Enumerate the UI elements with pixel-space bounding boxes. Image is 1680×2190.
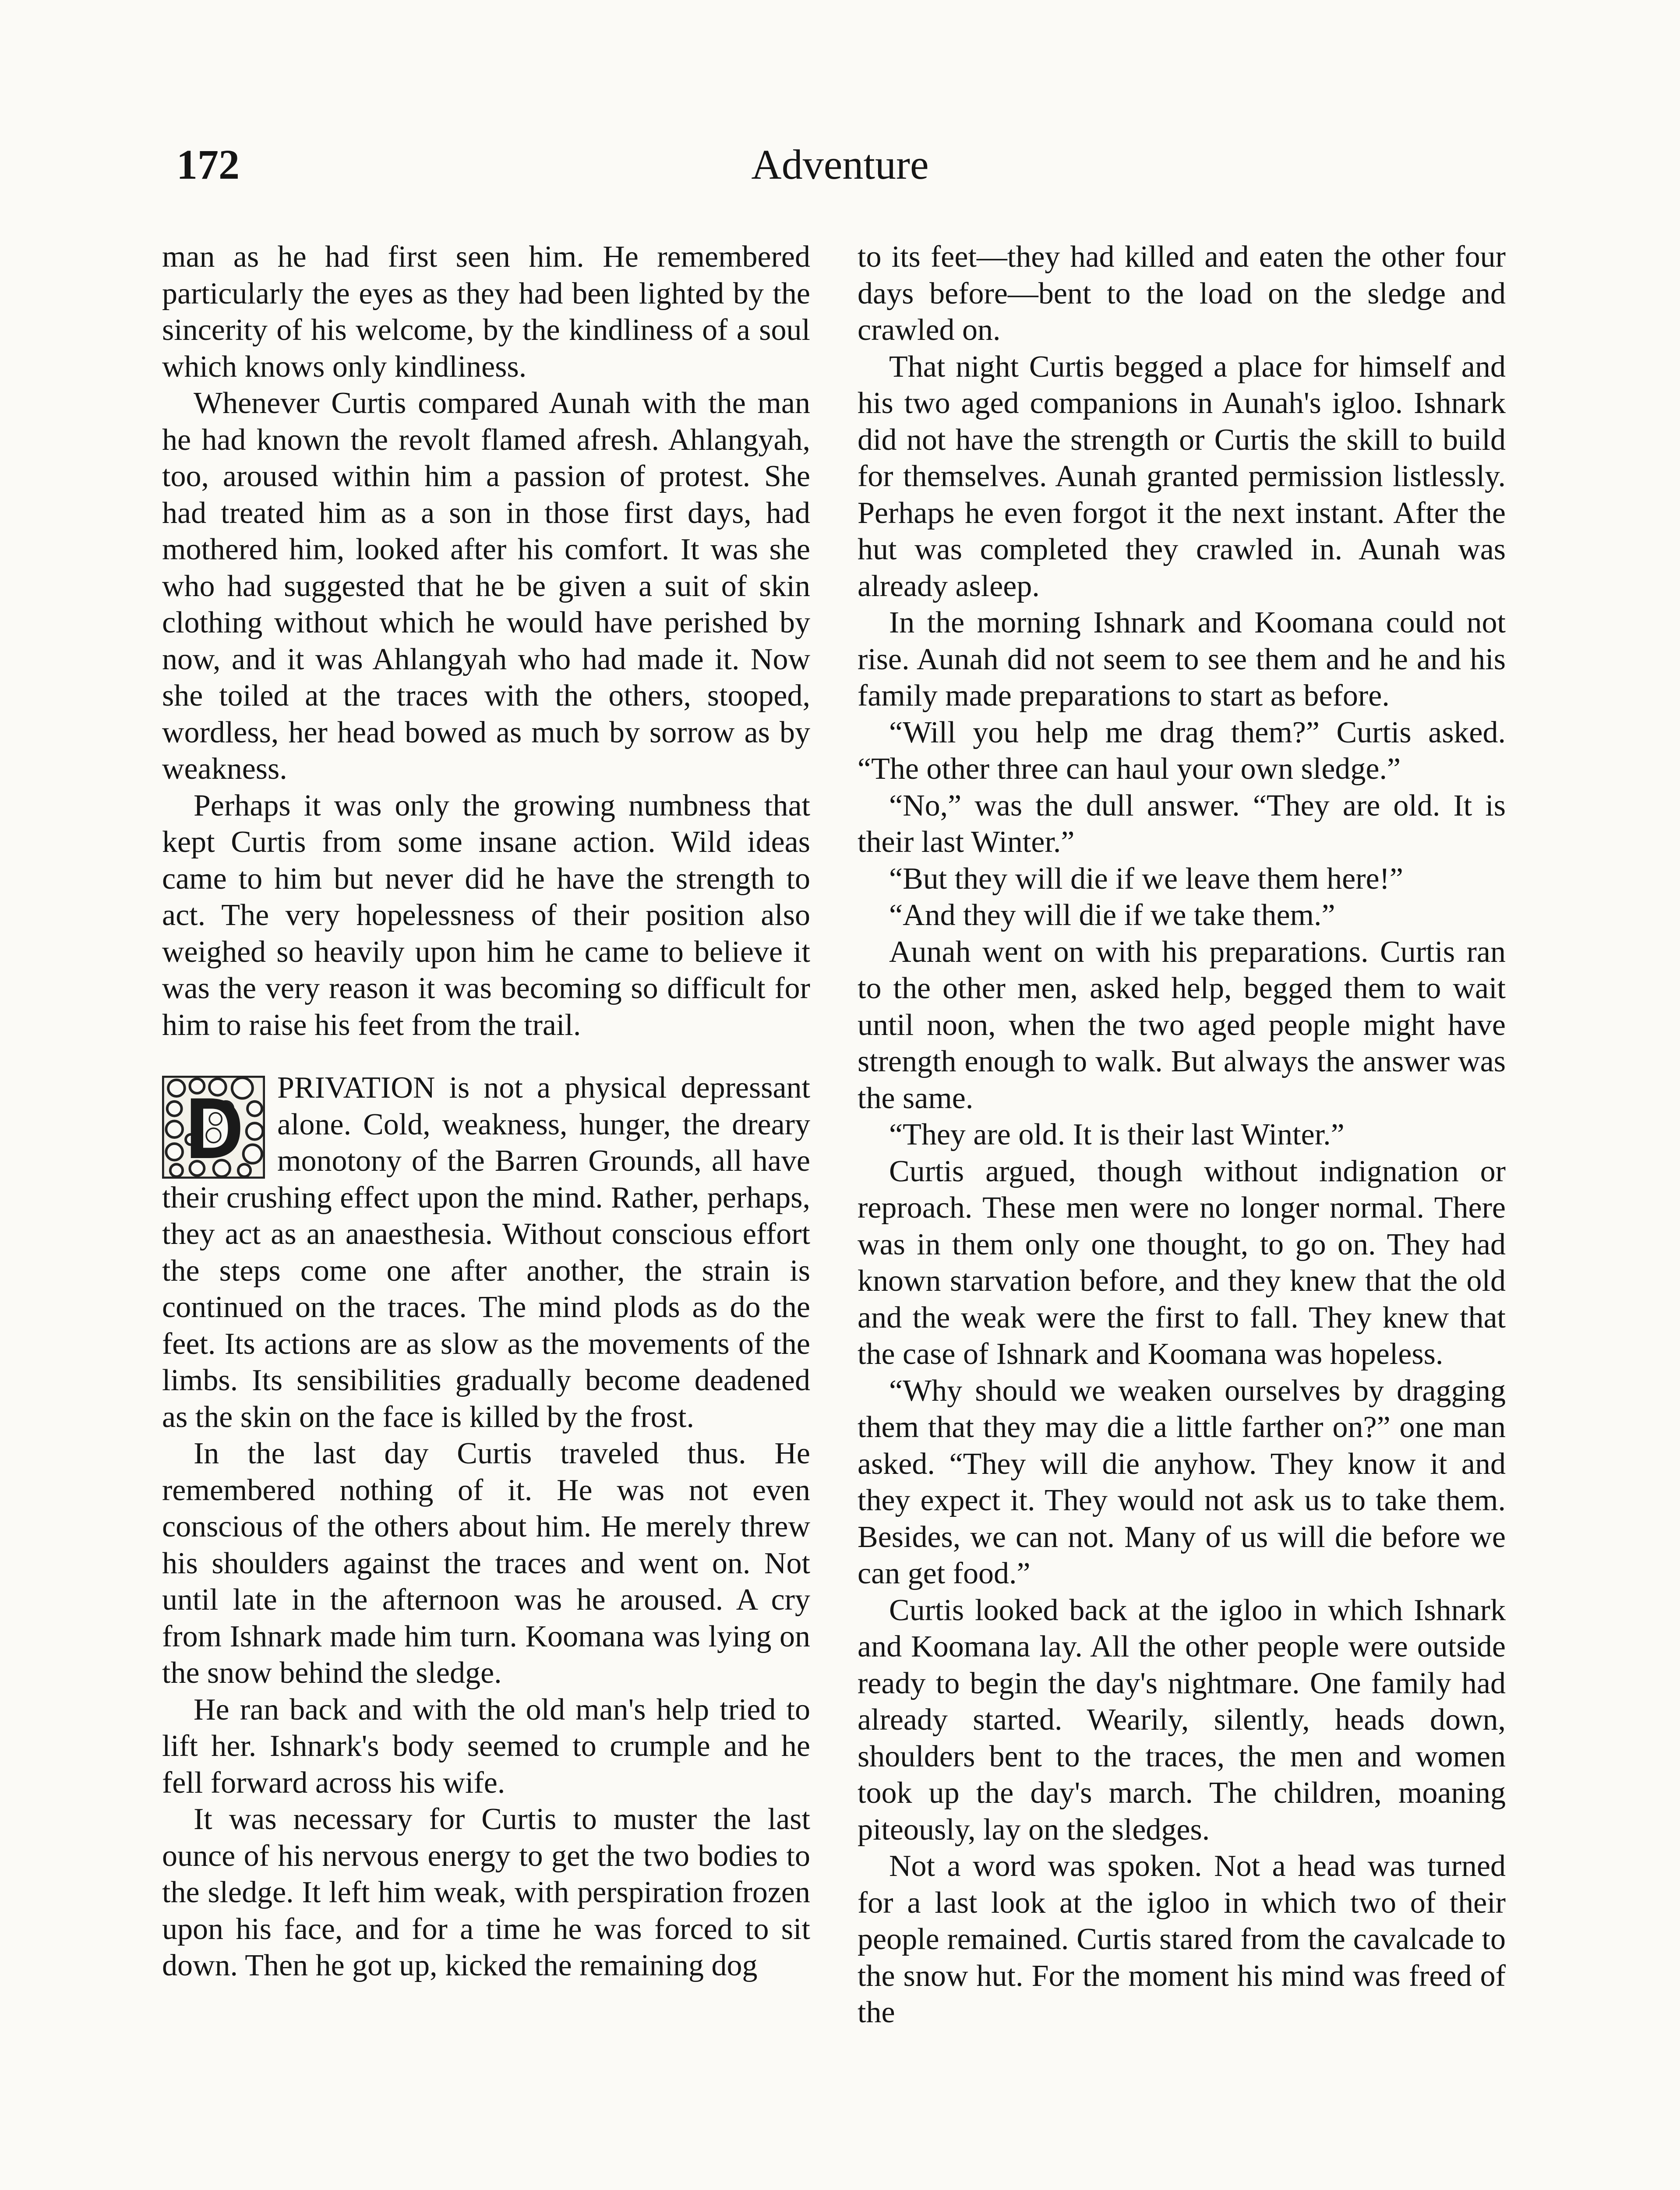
paragraph: “Will you help me drag them?” Curtis asked. “The other three can haul your own sledge.” [858, 715, 1506, 786]
paragraph: Curtis looked back at the igloo in which Ishnark and Koomana lay. All the other people were outside ready to begin the day's nightmare. One family had already started. Wearily, silently, heads down, shoulders bent to the traces, the men and women took up the day's march. The children, moaning piteously, lay on the sledges. [858, 1593, 1506, 1847]
page-number: 172 [176, 141, 240, 188]
paragraph: Not a word was spoken. Not a head was turned for a last look at the igloo in which two of their people remained. Curtis stared from the cavalcade to the snow hut. For the moment his mind was freed of the [858, 1849, 1506, 2029]
paragraph: It was necessary for Curtis to muster the last ounce of his nervous energy to get the two bodies to the sledge. It left him weak, with perspiration frozen upon his face, and for a time he was forced to sit down. Then he got up, kicked the remaining dog [162, 1802, 810, 1982]
left-column [162, 239, 810, 1984]
right-column [858, 239, 1506, 2031]
paragraph: “No,” was the dull answer. “They are old. It is their last Winter.” [858, 788, 1506, 859]
decorative-drop-cap-d-icon [162, 1076, 265, 1179]
paragraph: Aunah went on with his preparations. Curtis ran to the other men, asked help, begged them to wait until noon, when the two aged people might have strength enough to walk. But always the answer was the same. [858, 935, 1506, 1115]
paragraph: In the morning Ishnark and Koomana could not rise. Aunah did not seem to see them and he and his family made preparations to start as before. [858, 606, 1506, 713]
paragraph: Whenever Curtis compared Aunah with the man he had known the revolt flamed afresh. Ahlangyah, too, aroused within him a passion of protest. She had treated him as a son in those first days, had mothered him, looked after his comfort. It was she who had suggested that he be given a suit of skin clothing without which he would have perished by now, and it was Ahlangyah who had made it. Now she toiled at the traces with the others, stooped, wordless, her head bowed as much by sorrow as by weakness. [162, 386, 810, 786]
paragraph: Perhaps it was only the growing numbness that kept Curtis from some insane action. Wild ideas came to him but never did he have the strength to act. The very hopelessness of their position also weighed so heavily upon him he came to believe it was the very reason it was becoming so difficult for him to raise his feet from the trail. [162, 788, 810, 1042]
paragraph: “They are old. It is their last Winter.” [889, 1118, 1345, 1152]
paragraph-with-drop-cap [162, 1070, 810, 1435]
section-opening-text: PRIVATION is not a physical depressant alone. Cold, weakness, hunger, the dreary monotony of the Barren Grounds, all have their crushing effect upon the mind. Rather, perhaps, they act as an anaesthesia. Without conscious effort the steps come one after another, the strain is continued on the traces. The mind plods as do the feet. Its actions are as slow as the movements of the limbs. Its sensibilities gradually become deadened as the skin on the face is killed by the frost. [162, 1071, 810, 1434]
paragraph: “And they will die if we take them.” [889, 898, 1335, 932]
paragraph: In the last day Curtis traveled thus. He remembered nothing of it. He was not even conscious of the others about him. He merely threw his shoulders against the traces and went on. Not until late in the afternoon was he aroused. A cry from Ishnark made him turn. Koomana was lying on the snow behind the sledge. [162, 1437, 810, 1690]
running-head: Adventure [751, 141, 929, 188]
paragraph: Curtis argued, though without indignation or reproach. These men were no longer normal. There was in them only one thought, to go on. They had known starvation before, and they knew that the old and the weak were the first to fall. They knew that the case of Ishnark and Koomana was hopeless. [858, 1154, 1506, 1371]
paragraph: man as he had first seen him. He remembered particularly the eyes as they had been lighted by the sincerity of his welcome, by the kindliness of a soul which knows only kindliness. [162, 240, 810, 384]
paragraph: “But they will die if we leave them here!” [889, 862, 1403, 896]
paragraph: That night Curtis begged a place for himself and his two aged companions in Aunah's igloo. Ishnark did not have the strength or Curtis the skill to build for themselves. Aunah granted permission listlessly. Perhaps he even forgot it the next instant. After the hut was completed they crawled in. Aunah was already asleep. [858, 350, 1506, 603]
paragraph: “Why should we weaken ourselves by dragging them that they may die a little farther on?” one man asked. “They will die anyhow. They know it and they expect it. They would not ask us to take them. Besides, we can not. Many of us will die before we can get food.” [858, 1374, 1506, 1590]
paragraph: to its feet—they had killed and eaten the other four days before—bent to the load on the sledge and crawled on. [858, 240, 1506, 347]
section-break [162, 1043, 810, 1070]
paragraph: He ran back and with the old man's help tried to lift her. Ishnark's body seemed to crumple and he fell forward across his wife. [162, 1692, 810, 1800]
